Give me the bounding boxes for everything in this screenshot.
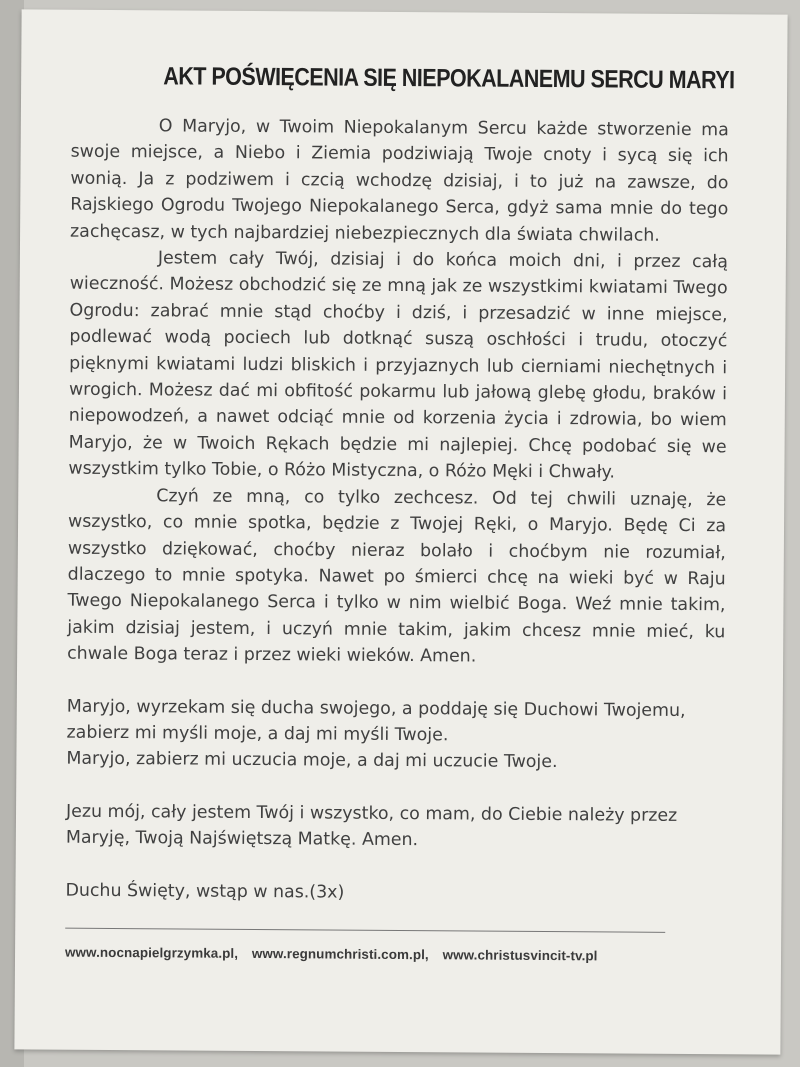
- prayer-paragraph: Jestem cały Twój, dzisiaj i do końca moich dni, i przez całą wieczność. Możesz obchodzić się ze mną jak ze wszystkimi kwiatami Twego Ogrodu: zabrać mnie stąd choćby i dziś, i przesadzić w inne miejsce, podlewać wodą pociech lub dotknąć suszą oschłości i trudu, otoczyć pięknymi kwiatami ludzi bliskich i przyjaznych lub cierniami niechętnych i wrogich. Możesz dać mi obfitość pokarmu lub jałową glebę głodu, braków i niepowodzeń, a nawet odciąć mnie od korzenia życia i zdrowia, bo wiem Maryjo, że w Twoich Rękach będzie mi najlepiej. Chcę podobać się we wszystkim tylko Tobie, o Różo Mistyczna, o Różo Męki i Chwały.: [68, 248, 728, 483]
- card-title: AKT POŚWIĘCENIA SIĘ NIEPOKALANEMU SERCU MARYI: [163, 62, 735, 95]
- prayer-paragraph: Czyń ze mną, co tylko zechcesz. Od tej chwili uznaję, że wszystko, co mnie spotka, będzie z Twojej Ręki, o Maryjo. Będę Ci za wszystko dziękować, choćby nieraz bolało i choćbym nie rozumiał, dlaczego to mnie spotyka. Nawet po śmierci chcę na wieki być w Raju Twego Niepokalanego Serca i tylko w nim wielbić Boga. Weź mnie takim, jakim dzisiaj jestem, i uczyń mnie takim, jakim chcesz mnie mieć, ku chwale Boga teraz i przez wieki wieków. Amen.: [67, 485, 727, 667]
- prayer-card: [14, 9, 787, 1054]
- website-links: [65, 945, 723, 965]
- website-link: www.christusvincit-tv.pl: [442, 947, 598, 964]
- invocation-text: Maryjo, zabierz mi uczucia moje, a daj mi uczucie Twoje.: [66, 749, 558, 773]
- website-link: www.regnumchristi.com.pl,: [251, 945, 429, 963]
- website-link: www.nocnapielgrzymka.pl,: [65, 944, 239, 961]
- invocation-text: Maryjo, wyrzekam się ducha swojego, a poddaję się Duchowi Twojemu, zabierz mi myśli moje, a daj mi myśli Twoje.: [66, 696, 686, 746]
- closing-text: Jezu mój, cały jestem Twój i wszystko, co mam, do Ciebie należy przez Maryję, Twoją Najświętszą Matkę. Amen.: [65, 801, 678, 851]
- spirit-invocation: Duchu Święty, wstąp w nas.(3x): [65, 880, 345, 903]
- prayer-text: [65, 113, 729, 909]
- divider-line: [65, 928, 665, 933]
- prayer-paragraph: O Maryjo, w Twoim Niepokalanym Sercu każde stworzenie ma swoje miejsce, a Niebo i Ziemia podziwiają Twoje cnoty i sycą się ich wonią. Ja z podziwem i czcią wchodzę dzisiaj, i to już na zawsze, do Rajskiego Ogrodu Twojego Niepokalanego Serca, gdyż sama mnie do tego zachęcasz, w tych najbardziej niebezpiecznych dla świata chwilach.: [70, 116, 729, 246]
